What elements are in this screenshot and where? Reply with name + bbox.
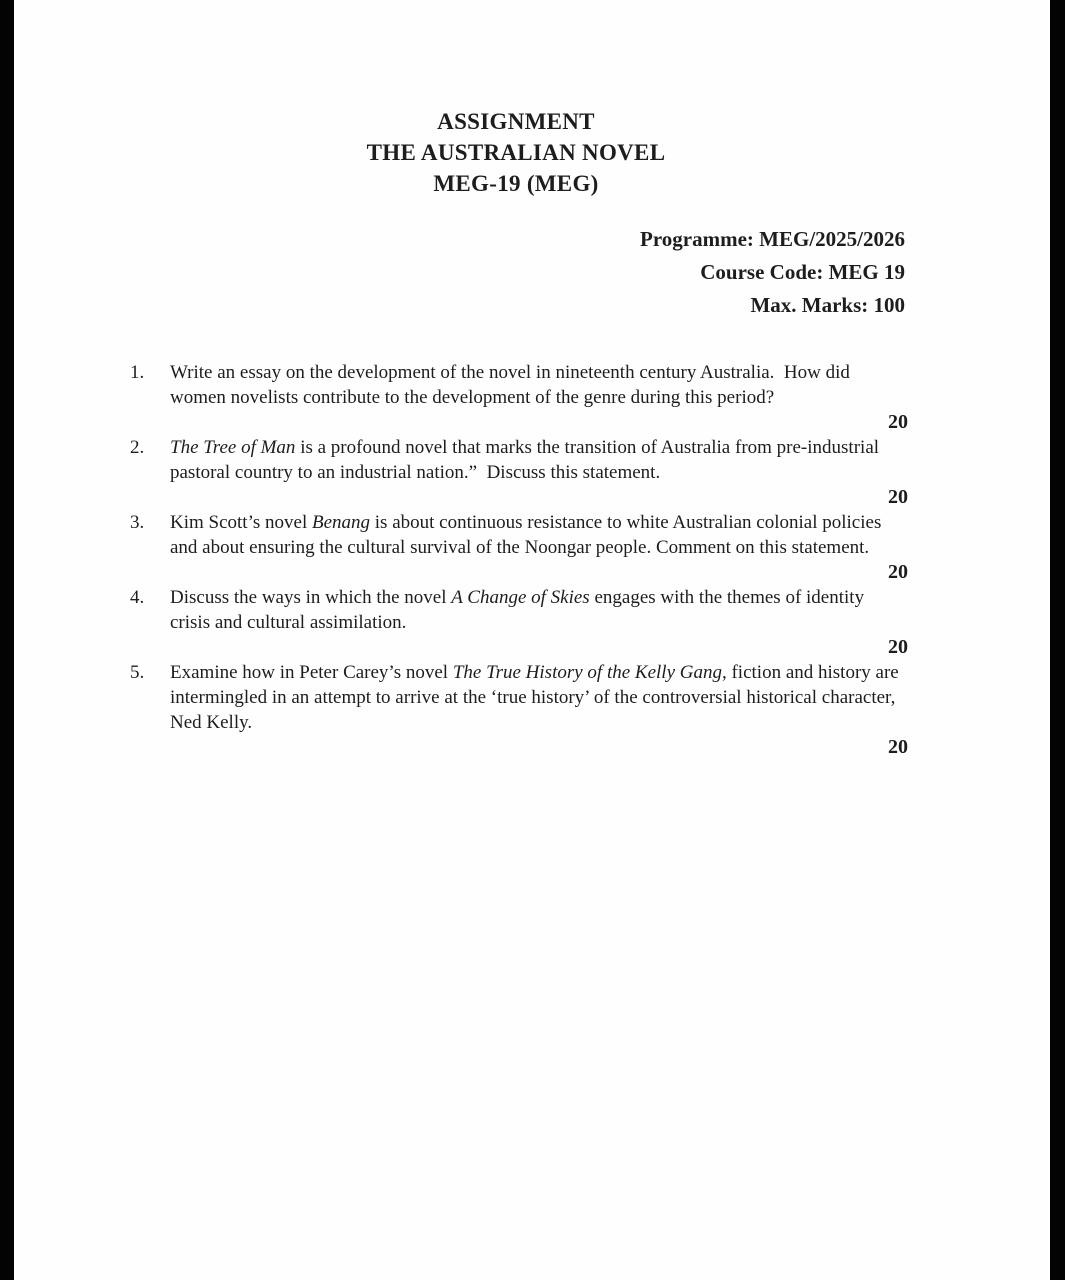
- question-marks: 20: [888, 561, 908, 583]
- question-item-4: [130, 585, 908, 660]
- question-text: Examine how in Peter Carey’s novel The True History of the Kelly Gang, fiction and history are intermingled in an attempt to arrive at the ‘true history’ of the controversial historical character, Ned Kelly.: [170, 662, 899, 733]
- question-marks: 20: [888, 736, 908, 758]
- question-list: [130, 360, 908, 760]
- course-code-heading: MEG-19 (MEG): [433, 171, 599, 196]
- question-marks: 20: [888, 411, 908, 433]
- question-text: Write an essay on the development of the novel in nineteenth century Australia. How did women novelists contribute to the development of the genre during this period?: [170, 362, 850, 408]
- question-text: The Tree of Man is a profound novel that marks the transition of Australia from pre-industrial pastoral country to an industrial nation.” Discuss this statement.: [170, 437, 880, 483]
- course-title: THE AUSTRALIAN NOVEL: [366, 140, 666, 165]
- course-code-line: Course Code: MEG 19: [700, 260, 905, 284]
- question-text: Kim Scott’s novel Benang is about continuous resistance to white Australian colonial policies and about ensuring the cultural survival of the Noongar people. Comment on this statement.: [170, 512, 882, 558]
- question-marks: 20: [888, 636, 908, 658]
- question-text: Discuss the ways in which the novel A Change of Skies engages with the themes of identity crisis and cultural assimilation.: [170, 587, 865, 633]
- question-item-5: [130, 660, 908, 760]
- question-marks: 20: [888, 486, 908, 508]
- assignment-heading: ASSIGNMENT: [437, 109, 595, 134]
- question-item-1: [130, 360, 908, 435]
- programme-line: Programme: MEG/2025/2026: [640, 227, 905, 251]
- question-number: 1.: [130, 362, 145, 383]
- assignment-title-block: [0, 106, 1034, 199]
- question-number: 4.: [130, 587, 145, 608]
- question-number: 5.: [130, 662, 145, 683]
- max-marks-line: Max. Marks: 100: [750, 293, 905, 317]
- question-item-2: [130, 435, 908, 510]
- course-meta-block: [14, 223, 1050, 322]
- question-number: 3.: [130, 512, 145, 533]
- question-item-3: [130, 510, 908, 585]
- question-number: 2.: [130, 437, 145, 458]
